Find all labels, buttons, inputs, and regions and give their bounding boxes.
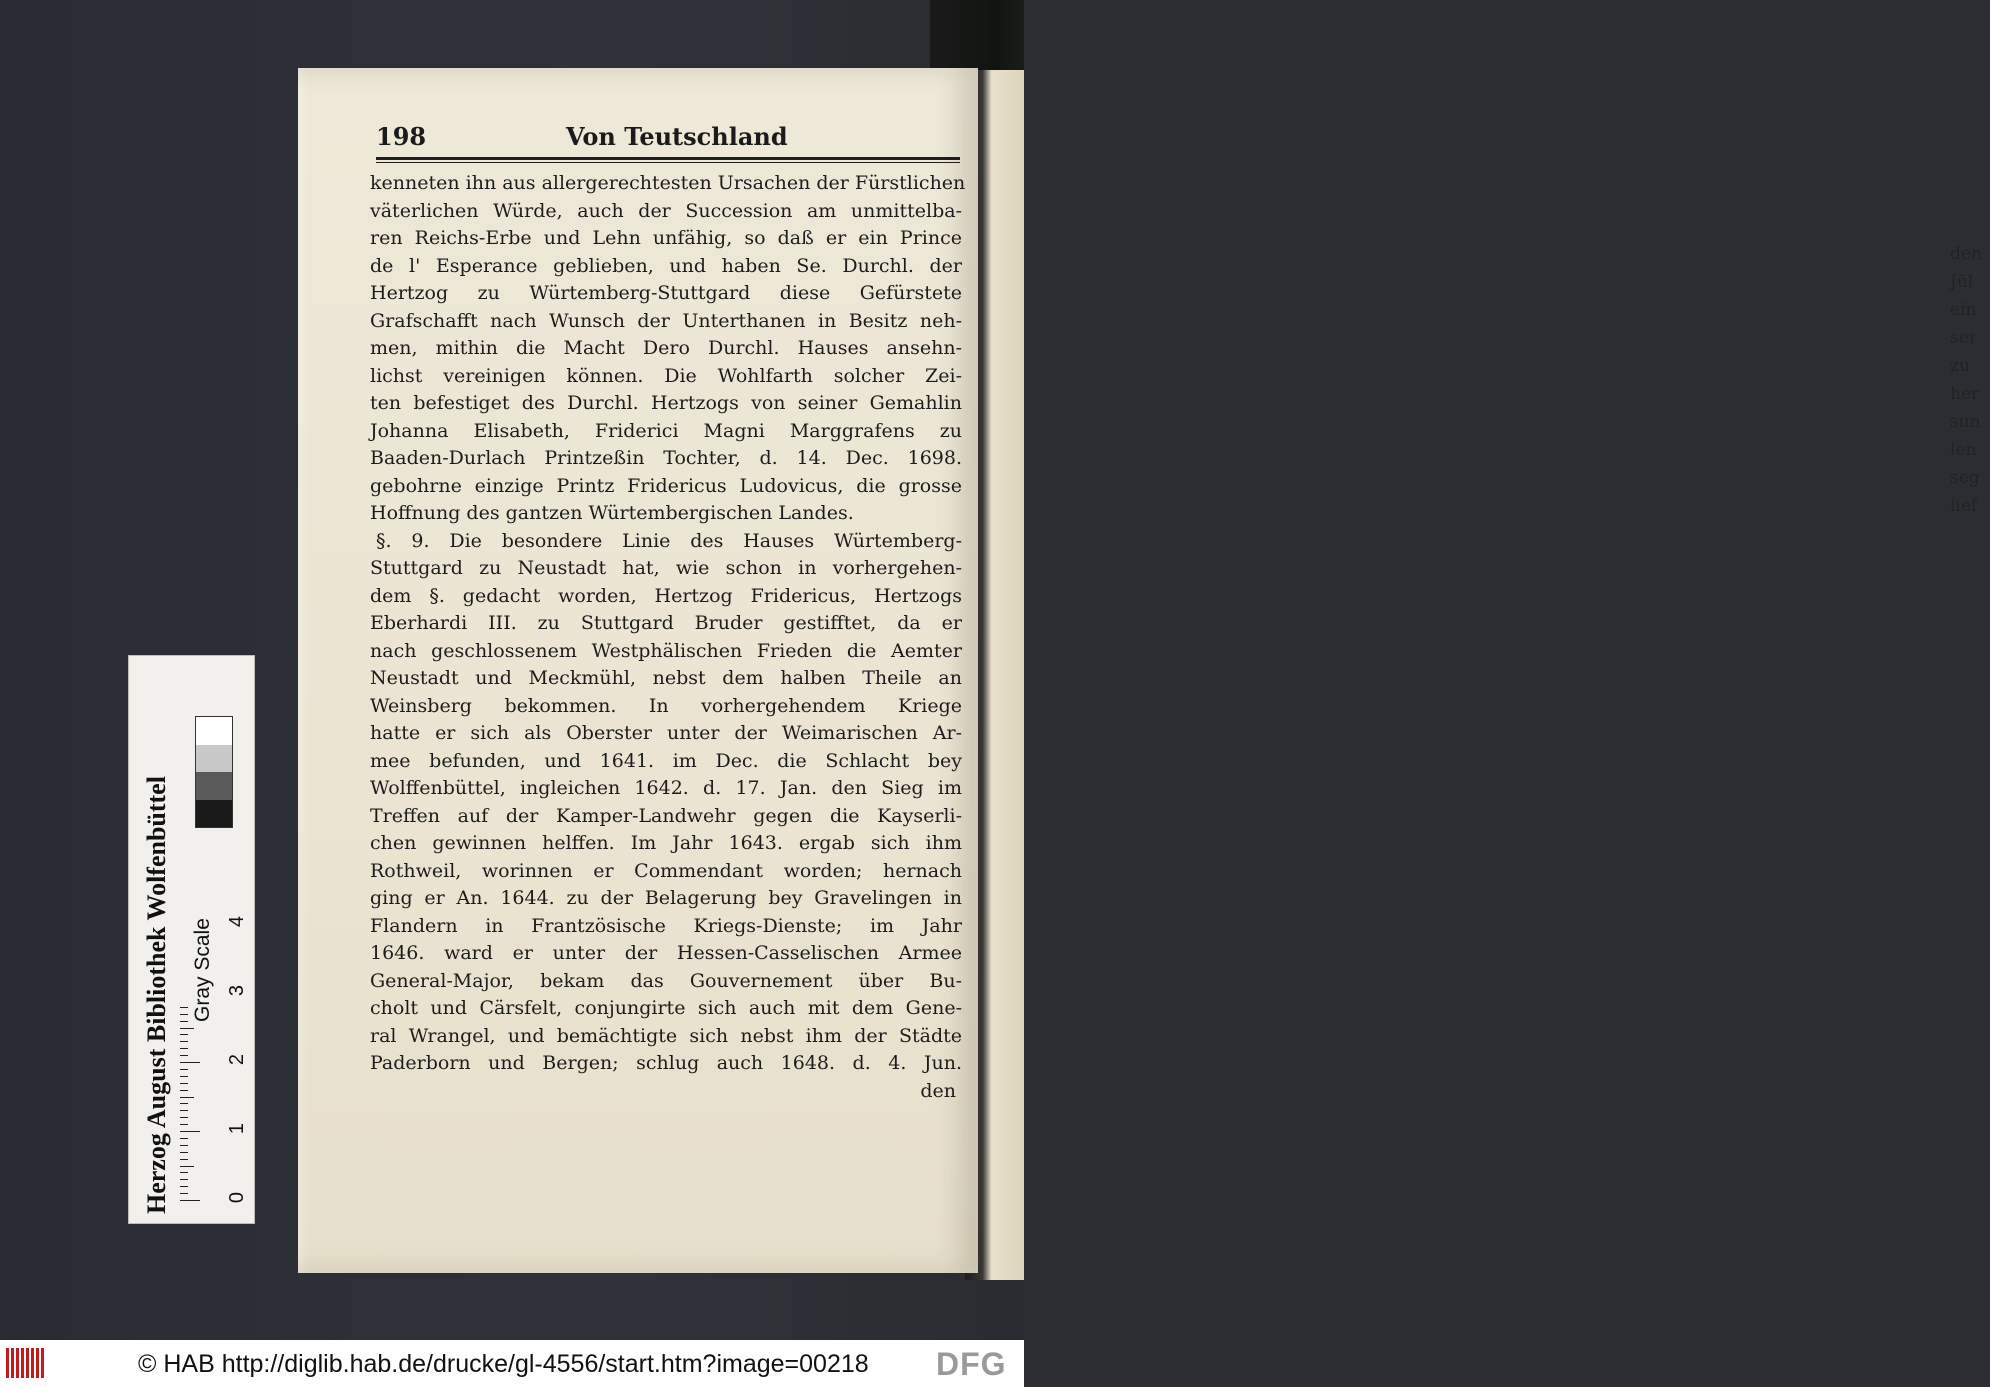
facing-page-word: her	[1950, 384, 1980, 404]
running-head	[376, 122, 966, 152]
ruler-tick	[180, 1048, 188, 1049]
text-line: de l' Esperance geblieben, und haben Se. Durchl. der	[370, 254, 962, 277]
ruler-tick	[180, 1186, 188, 1187]
text-line: Weinsberg bekommen. In vorhergehendem Kriege	[370, 694, 962, 717]
text-line: dem §. gedacht worden, Hertzog Fridericus, Hertzogs	[370, 584, 962, 607]
text-line: nach geschlossenem Westphälischen Frieden die Aemter	[370, 639, 962, 662]
page-number: 198	[376, 122, 427, 151]
scale-ruler	[180, 915, 249, 1215]
catchword: den	[920, 1079, 956, 1102]
ruler-tick	[180, 1110, 188, 1111]
text-line: Eberhardi III. zu Stuttgard Bruder gestifftet, da er	[370, 612, 962, 634]
facing-page-word: den	[1950, 244, 1982, 264]
text-line: men, mithin die Macht Dero Durchl. Hauses ansehn-	[370, 337, 962, 359]
text-line: cholt und Cärsfelt, conjungirte sich auch mit dem Gene-	[370, 997, 962, 1019]
text-line: Grafschafft nach Wunsch der Unterthanen in Besitz neh-	[370, 309, 962, 332]
ruler-tick	[180, 1131, 200, 1132]
gray-swatch	[196, 745, 232, 773]
ruler-tick	[180, 1062, 200, 1063]
ruler-tick	[180, 1014, 188, 1015]
ruler-tick	[180, 1041, 188, 1042]
ruler-tick	[180, 1069, 188, 1070]
ruler-tick	[180, 1145, 188, 1146]
ruler-tick	[180, 1193, 188, 1194]
ruler-tick	[180, 1159, 188, 1160]
logo-bar	[21, 1348, 24, 1378]
text-line: §. 9. Die besondere Linie des Hauses Würtemberg-	[376, 529, 962, 552]
text-line: 1646. ward er unter der Hessen-Casselischen Armee	[370, 942, 962, 964]
ruler-number: 3	[226, 984, 249, 997]
gray-swatches	[195, 716, 233, 828]
text-line: gebohrne einzige Printz Fridericus Ludovicus, die grosse	[370, 474, 962, 497]
ruler-tick	[180, 1083, 188, 1084]
text-line: väterlichen Würde, auch der Succession am unmittelba-	[370, 199, 962, 222]
footer-credit-link[interactable]: © HAB http://diglib.hab.de/drucke/gl-4556/start.htm?image=00218	[138, 1350, 869, 1378]
logo-bar	[26, 1348, 29, 1378]
ruler-tick	[180, 1007, 188, 1008]
text-line: General-Major, bekam das Gouvernement über Bu-	[370, 969, 962, 992]
ruler-tick	[180, 1028, 194, 1029]
ruler-number: 0	[226, 1191, 249, 1204]
ruler-tick	[180, 1097, 194, 1098]
text-line: lichst vereinigen können. Die Wohlfarth solcher Zei-	[370, 364, 962, 387]
dfg-logo: DFG	[936, 1346, 1007, 1382]
ruler-tick	[180, 1076, 188, 1077]
ruler-tick	[180, 1152, 188, 1153]
text-line: Johanna Elisabeth, Friderici Magni Marggrafens zu	[370, 419, 962, 442]
footer-bar	[0, 1340, 1024, 1387]
text-line: Rothweil, worinnen er Commendant worden; hernach	[370, 859, 962, 882]
page-text	[370, 170, 966, 1105]
text-line: ten befestiget des Durchl. Hertzogs von seiner Gemahlin	[370, 392, 962, 414]
text-line: Paderborn und Bergen; schlug auch 1648. d. 4. Jun.	[370, 1052, 962, 1074]
running-title: Von Teutschland	[566, 122, 788, 151]
facing-page-word: sun	[1950, 412, 1981, 432]
facing-page-word: len	[1950, 440, 1977, 460]
facing-page-word: lief	[1950, 496, 1978, 516]
text-line: Baaden-Durlach Printzeßin Tochter, d. 14. Dec. 1698.	[370, 447, 962, 469]
ruler-tick	[180, 1090, 188, 1091]
gray-swatch	[196, 772, 232, 800]
logo-bar	[36, 1348, 39, 1378]
ruler-tick	[180, 1179, 188, 1180]
ruler-tick	[180, 1138, 188, 1139]
text-line: Hoffnung des gantzen Würtembergischen Landes.	[370, 502, 854, 524]
facing-page-word: ein	[1950, 300, 1977, 320]
gray-swatch	[196, 800, 232, 828]
logo-bar	[16, 1348, 19, 1378]
text-line: ren Reichs-Erbe und Lehn unfähig, so daß er ein Prince	[370, 227, 962, 249]
ruler-tick	[180, 1200, 200, 1201]
gray-swatch	[196, 717, 232, 745]
facing-page-word: zu	[1950, 356, 1970, 376]
ruler-number: 4	[226, 915, 249, 928]
ruler-tick	[180, 1034, 188, 1035]
text-line: ging er An. 1644. zu der Belagerung bey Gravelingen in	[370, 887, 962, 909]
text-line: chen gewinnen helffen. Im Jahr 1643. ergab sich ihm	[370, 832, 962, 854]
scale-institution-label: Herzog August Bibliothek Wolfenbüttel	[142, 776, 171, 1214]
text-line: mee befunden, und 1641. im Dec. die Schlacht bey	[370, 749, 962, 772]
ruler-tick	[180, 1055, 188, 1056]
text-line: Wolffenbüttel, ingleichen 1642. d. 17. Jan. den Sieg im	[370, 777, 962, 799]
ruler-tick	[180, 1117, 188, 1118]
text-line: kenneten ihn aus allergerechtesten Ursachen der Fürstlichen	[370, 172, 966, 194]
facing-page-word: seg	[1950, 468, 1980, 488]
facing-page-fragment	[1950, 240, 1990, 520]
text-line: Flandern in Frantzösische Kriegs-Dienste; im Jahr	[370, 914, 962, 937]
text-line: hatte er sich als Oberster unter der Weimarischen Ar-	[370, 722, 962, 744]
facing-page-word: Jül	[1950, 272, 1974, 292]
text-line: Neustadt und Meckmühl, nebst dem halben Theile an	[370, 667, 962, 689]
ruler-tick	[180, 1172, 188, 1173]
ruler-number: 2	[226, 1053, 249, 1066]
logo-bar	[31, 1348, 34, 1378]
facing-page-word: ser	[1950, 328, 1977, 348]
text-line: Stuttgard zu Neustadt hat, wie schon in vorhergehen-	[370, 557, 962, 579]
ruler-tick	[180, 1021, 188, 1022]
text-line: ral Wrangel, und bemächtigte sich nebst ihm der Städte	[370, 1024, 962, 1047]
head-rule	[376, 157, 960, 163]
text-line: Hertzog zu Würtemberg-Stuttgard diese Gefürstete	[370, 282, 962, 304]
gray-scale-label: Gray Scale	[191, 918, 214, 1022]
hab-logo-icon	[6, 1348, 48, 1378]
text-line: Treffen auf der Kamper-Landwehr gegen die Kayserli-	[370, 804, 962, 827]
logo-bar	[6, 1348, 9, 1378]
logo-bar	[41, 1348, 44, 1378]
ruler-tick	[180, 1166, 194, 1167]
ruler-tick	[180, 1124, 188, 1125]
logo-bar	[11, 1348, 14, 1378]
book-cover-edge	[930, 0, 1024, 70]
ruler-number: 1	[226, 1122, 249, 1135]
ruler-tick	[180, 1103, 188, 1104]
